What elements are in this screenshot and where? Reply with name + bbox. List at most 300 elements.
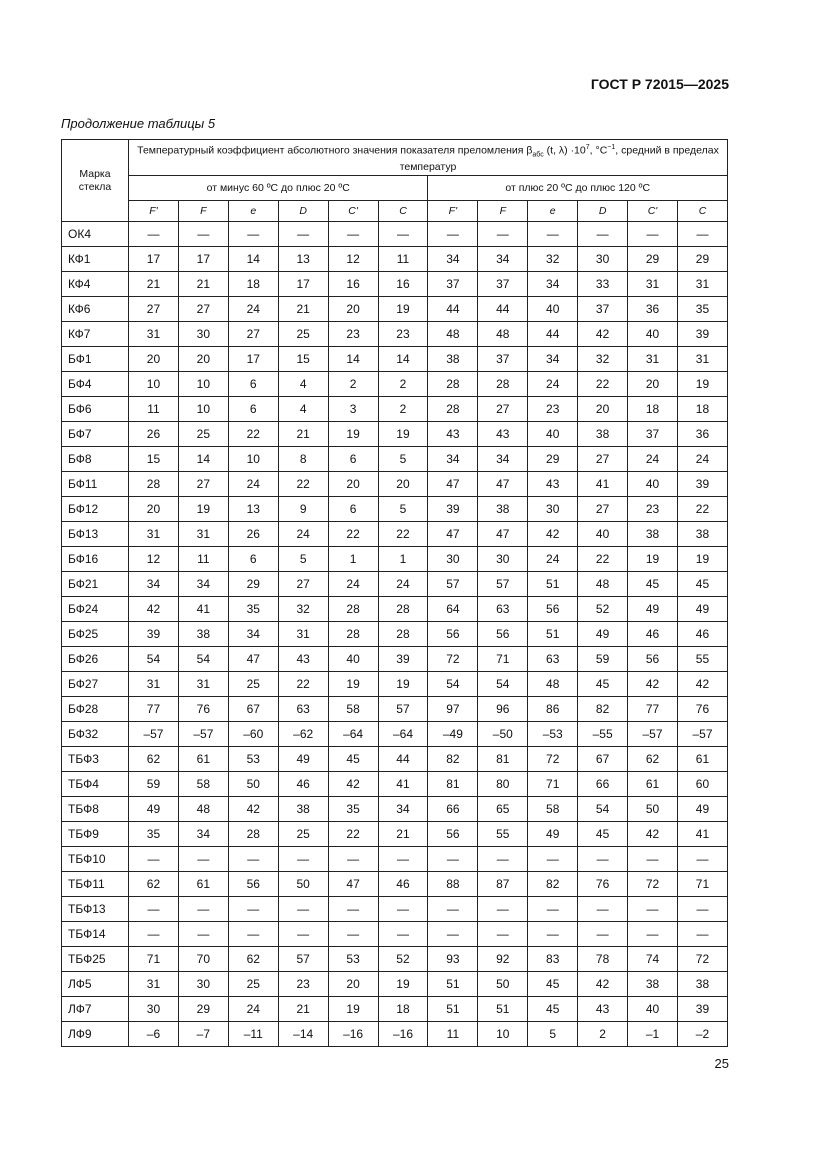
coefficient-value: 21 (278, 997, 328, 1022)
coefficient-value: 30 (129, 997, 179, 1022)
glass-mark: БФ24 (62, 597, 129, 622)
coefficient-value: 59 (578, 647, 628, 672)
coefficient-value: — (228, 897, 278, 922)
coefficient-value: 21 (378, 822, 428, 847)
coefficient-value: 50 (628, 797, 678, 822)
coefficient-value: 24 (328, 572, 378, 597)
coefficient-value: 20 (178, 347, 228, 372)
coefficient-value: 82 (528, 872, 578, 897)
coefficient-value: 27 (228, 322, 278, 347)
coefficient-value: 45 (677, 572, 727, 597)
coefficient-value: 59 (129, 772, 179, 797)
glass-mark: БФ1 (62, 347, 129, 372)
coefficient-value: 17 (178, 247, 228, 272)
coefficient-value: — (578, 897, 628, 922)
coefficient-value: 14 (178, 447, 228, 472)
standard-number: ГОСТ Р 72015—2025 (590, 76, 729, 92)
coefficient-value: –55 (578, 722, 628, 747)
coefficient-value: 34 (129, 572, 179, 597)
coefficient-value: 27 (178, 297, 228, 322)
coefficient-value: 28 (228, 822, 278, 847)
refraction-coefficient-table (61, 139, 728, 1047)
coefficient-value: 30 (478, 547, 528, 572)
table-row (62, 672, 728, 697)
coefficient-value: 42 (328, 772, 378, 797)
coefficient-value: 77 (628, 697, 678, 722)
coefficient-value: 35 (228, 597, 278, 622)
coefficient-value: 88 (428, 872, 478, 897)
coefficient-value: 56 (428, 622, 478, 647)
coefficient-value: 30 (578, 247, 628, 272)
coefficient-value: 42 (628, 672, 678, 697)
coefficient-value: — (628, 222, 678, 247)
coefficient-value: 33 (578, 272, 628, 297)
coefficient-value: 13 (278, 247, 328, 272)
coefficient-value: 46 (628, 622, 678, 647)
glass-mark: ТБФ10 (62, 847, 129, 872)
coefficient-value: 51 (528, 572, 578, 597)
high-temperature-range-header: от плюс 20 ºС до плюс 120 ºС (428, 176, 728, 201)
coefficient-value: 16 (328, 272, 378, 297)
glass-mark: БФ27 (62, 672, 129, 697)
coefficient-value: 54 (129, 647, 179, 672)
coefficient-value: 24 (628, 447, 678, 472)
table-row (62, 647, 728, 672)
table-row (62, 822, 728, 847)
coefficient-value: 20 (129, 497, 179, 522)
coefficient-value: 37 (628, 422, 678, 447)
table-row (62, 597, 728, 622)
coefficient-value: 96 (478, 697, 528, 722)
coefficient-value: 38 (428, 347, 478, 372)
coefficient-value: 66 (578, 772, 628, 797)
coefficient-value: 42 (578, 972, 628, 997)
coefficient-value: 72 (428, 647, 478, 672)
coefficient-value: 76 (178, 697, 228, 722)
coefficient-value: 55 (677, 647, 727, 672)
coefficient-value: 2 (378, 372, 428, 397)
coefficient-value: 19 (677, 547, 727, 572)
coefficient-value: 50 (478, 972, 528, 997)
coefficient-value: 23 (528, 397, 578, 422)
coefficient-value: — (129, 897, 179, 922)
coefficient-value: 31 (628, 347, 678, 372)
coefficient-value: — (578, 922, 628, 947)
glass-mark: БФ13 (62, 522, 129, 547)
coefficient-value: 31 (178, 522, 228, 547)
coefficient-value: — (428, 897, 478, 922)
coefficient-value: 20 (578, 397, 628, 422)
coefficient-value: 31 (178, 672, 228, 697)
coefficient-value: 41 (578, 472, 628, 497)
wavelength-header: F (178, 201, 228, 222)
coefficient-value: 21 (278, 297, 328, 322)
coefficient-value: 45 (628, 572, 678, 597)
table-row (62, 622, 728, 647)
coefficient-value: –14 (278, 1022, 328, 1047)
coefficient-value: 45 (528, 997, 578, 1022)
coefficient-value: 42 (677, 672, 727, 697)
coefficient-value: 57 (428, 572, 478, 597)
coefficient-value: 17 (129, 247, 179, 272)
coefficient-value: 46 (378, 872, 428, 897)
coefficient-value: 28 (478, 372, 528, 397)
coefficient-value: 19 (328, 422, 378, 447)
coefficient-value: 54 (178, 647, 228, 672)
table-row (62, 922, 728, 947)
table-row (62, 722, 728, 747)
glass-mark: БФ21 (62, 572, 129, 597)
coefficient-value: 42 (628, 822, 678, 847)
coefficient-value: 27 (478, 397, 528, 422)
coefficient-value: 38 (578, 422, 628, 447)
coefficient-value: –57 (178, 722, 228, 747)
coefficient-value: 5 (378, 447, 428, 472)
coefficient-value: — (428, 847, 478, 872)
wavelength-header: F (478, 201, 528, 222)
coefficient-value: 47 (328, 872, 378, 897)
coefficient-value: 10 (228, 447, 278, 472)
coefficient-value: 52 (578, 597, 628, 622)
coefficient-value: 9 (278, 497, 328, 522)
wavelength-header: C (378, 201, 428, 222)
coefficient-value: 56 (478, 622, 528, 647)
coefficient-value: 19 (677, 372, 727, 397)
coefficient-value: 76 (578, 872, 628, 897)
coefficient-value: 61 (178, 747, 228, 772)
coefficient-value: 19 (378, 972, 428, 997)
coefficient-value: — (378, 922, 428, 947)
coefficient-header: Температурный коэффициент абсолютного значения показателя преломления $\beta_{абс}$ (t, $\lambda) \cdot 10^7$, $^\circ С^{-1}$, средний в пределах температур (129, 140, 728, 176)
coefficient-value: — (178, 847, 228, 872)
coefficient-value: — (328, 847, 378, 872)
coefficient-value: 34 (528, 347, 578, 372)
coefficient-value: 19 (628, 547, 678, 572)
glass-mark: КФ4 (62, 272, 129, 297)
table-row (62, 972, 728, 997)
coefficient-value: 4 (278, 372, 328, 397)
coefficient-value: 15 (129, 447, 179, 472)
coefficient-value: 49 (129, 797, 179, 822)
coefficient-value: 76 (677, 697, 727, 722)
coefficient-value: — (528, 922, 578, 947)
coefficient-value: –57 (129, 722, 179, 747)
coefficient-value: 71 (528, 772, 578, 797)
coefficient-value: 39 (129, 622, 179, 647)
coefficient-value: 34 (228, 622, 278, 647)
coefficient-value: 25 (228, 972, 278, 997)
coefficient-value: 22 (278, 472, 328, 497)
coefficient-value: 38 (628, 522, 678, 547)
coefficient-value: — (428, 222, 478, 247)
coefficient-value: 31 (129, 672, 179, 697)
coefficient-value: 29 (178, 997, 228, 1022)
coefficient-value: 19 (378, 672, 428, 697)
table-row (62, 572, 728, 597)
coefficient-value: –7 (178, 1022, 228, 1047)
coefficient-value: 13 (228, 497, 278, 522)
coefficient-value: 42 (578, 322, 628, 347)
coefficient-value: 15 (278, 347, 328, 372)
table-row (62, 222, 728, 247)
coefficient-value: 37 (478, 272, 528, 297)
coefficient-value: 20 (328, 972, 378, 997)
coefficient-value: 28 (428, 397, 478, 422)
coefficient-value: 49 (578, 622, 628, 647)
table-row (62, 747, 728, 772)
coefficient-value: 26 (228, 522, 278, 547)
coefficient-value: 34 (178, 572, 228, 597)
coefficient-value: –62 (278, 722, 328, 747)
glass-mark: БФ6 (62, 397, 129, 422)
coefficient-value: –50 (478, 722, 528, 747)
coefficient-value: — (178, 897, 228, 922)
coefficient-value: 71 (478, 647, 528, 672)
coefficient-value: 44 (528, 322, 578, 347)
coefficient-value: 72 (528, 747, 578, 772)
coefficient-value: — (178, 922, 228, 947)
coefficient-value: — (129, 847, 179, 872)
coefficient-value: 56 (628, 647, 678, 672)
wavelength-header: e (228, 201, 278, 222)
coefficient-value: 36 (677, 422, 727, 447)
glass-mark: ТБФ8 (62, 797, 129, 822)
coefficient-value: 29 (228, 572, 278, 597)
coefficient-value: 31 (278, 622, 328, 647)
coefficient-value: 32 (578, 347, 628, 372)
coefficient-value: 24 (528, 372, 578, 397)
coefficient-value: –16 (328, 1022, 378, 1047)
wavelength-header: C' (628, 201, 678, 222)
coefficient-value: — (578, 222, 628, 247)
coefficient-value: 38 (278, 797, 328, 822)
coefficient-value: 40 (578, 522, 628, 547)
coefficient-value: 66 (428, 797, 478, 822)
coefficient-value: 23 (278, 972, 328, 997)
coefficient-value: 20 (129, 347, 179, 372)
coefficient-value: 22 (578, 372, 628, 397)
glass-mark: КФ1 (62, 247, 129, 272)
coefficient-value: 48 (428, 322, 478, 347)
coefficient-value: 19 (378, 297, 428, 322)
coefficient-value: 28 (378, 622, 428, 647)
coefficient-value: 71 (129, 947, 179, 972)
table-row (62, 872, 728, 897)
coefficient-value: 52 (378, 947, 428, 972)
glass-mark: ТБФ25 (62, 947, 129, 972)
coefficient-value: 53 (228, 747, 278, 772)
table-row (62, 422, 728, 447)
coefficient-value: 31 (628, 272, 678, 297)
coefficient-value: 30 (178, 322, 228, 347)
coefficient-value: 40 (328, 647, 378, 672)
coefficient-value: 27 (578, 447, 628, 472)
coefficient-value: 39 (677, 472, 727, 497)
coefficient-value: 25 (278, 822, 328, 847)
coefficient-value: 17 (228, 347, 278, 372)
coefficient-value: 31 (677, 272, 727, 297)
coefficient-value: 20 (328, 472, 378, 497)
coefficient-value: 22 (328, 822, 378, 847)
coefficient-value: 82 (428, 747, 478, 772)
coefficient-value: 2 (328, 372, 378, 397)
coefficient-value: 44 (478, 297, 528, 322)
coefficient-value: 19 (328, 672, 378, 697)
coefficient-value: 14 (328, 347, 378, 372)
coefficient-value: 27 (578, 497, 628, 522)
table-row (62, 797, 728, 822)
table-row (62, 397, 728, 422)
coefficient-value: 62 (228, 947, 278, 972)
coefficient-value: 40 (628, 997, 678, 1022)
coefficient-value: — (677, 922, 727, 947)
coefficient-value: — (528, 222, 578, 247)
coefficient-value: 21 (178, 272, 228, 297)
coefficient-value: — (328, 222, 378, 247)
coefficient-value: 56 (528, 597, 578, 622)
coefficient-value: 34 (428, 247, 478, 272)
coefficient-value: 28 (328, 597, 378, 622)
coefficient-value: 37 (578, 297, 628, 322)
coefficient-value: 93 (428, 947, 478, 972)
coefficient-value: 63 (478, 597, 528, 622)
coefficient-value: 61 (178, 872, 228, 897)
coefficient-value: 45 (578, 672, 628, 697)
glass-mark: ЛФ7 (62, 997, 129, 1022)
coefficient-value: 57 (378, 697, 428, 722)
coefficient-value: 30 (178, 972, 228, 997)
coefficient-value: 49 (677, 597, 727, 622)
coefficient-value: 54 (578, 797, 628, 822)
coefficient-value: 31 (677, 347, 727, 372)
coefficient-value: 62 (129, 872, 179, 897)
coefficient-value: — (278, 897, 328, 922)
low-temperature-range-header: от минус 60 ºС до плюс 20 ºС (129, 176, 428, 201)
glass-mark: ТБФ9 (62, 822, 129, 847)
coefficient-value: 28 (328, 622, 378, 647)
coefficient-value: — (278, 222, 328, 247)
coefficient-value: 47 (478, 522, 528, 547)
coefficient-value: 38 (628, 972, 678, 997)
coefficient-value: 26 (129, 422, 179, 447)
coefficient-value: — (428, 922, 478, 947)
coefficient-value: 22 (278, 672, 328, 697)
coefficient-value: 78 (578, 947, 628, 972)
table-row (62, 547, 728, 572)
coefficient-value: 39 (677, 997, 727, 1022)
coefficient-value: 1 (328, 547, 378, 572)
coefficient-value: 22 (578, 547, 628, 572)
coefficient-value: — (378, 222, 428, 247)
coefficient-value: 2 (578, 1022, 628, 1047)
wavelength-header: D (278, 201, 328, 222)
coefficient-value: — (129, 922, 179, 947)
coefficient-value: 23 (328, 322, 378, 347)
coefficient-value: 35 (677, 297, 727, 322)
table-row (62, 472, 728, 497)
coefficient-value: 17 (278, 272, 328, 297)
coefficient-value: 34 (528, 272, 578, 297)
coefficient-value: 5 (378, 497, 428, 522)
coefficient-value: — (478, 847, 528, 872)
coefficient-value: — (578, 847, 628, 872)
coefficient-value: 25 (178, 422, 228, 447)
coefficient-value: 42 (528, 522, 578, 547)
coefficient-value: –1 (628, 1022, 678, 1047)
coefficient-value: 39 (378, 647, 428, 672)
table-continuation-caption: Продолжение таблицы 5 (61, 116, 216, 131)
wavelength-header: F' (428, 201, 478, 222)
coefficient-value: 41 (378, 772, 428, 797)
coefficient-value: 44 (378, 747, 428, 772)
coefficient-value: 87 (478, 872, 528, 897)
coefficient-value: 11 (378, 247, 428, 272)
table-row (62, 947, 728, 972)
coefficient-value: 18 (378, 997, 428, 1022)
coefficient-value: 21 (129, 272, 179, 297)
coefficient-value: — (378, 897, 428, 922)
table-row (62, 697, 728, 722)
coefficient-value: 58 (178, 772, 228, 797)
coefficient-value: 29 (677, 247, 727, 272)
coefficient-value: 54 (478, 672, 528, 697)
coefficient-value: 20 (328, 297, 378, 322)
coefficient-value: 39 (677, 322, 727, 347)
coefficient-value: 18 (228, 272, 278, 297)
coefficient-value: 18 (677, 397, 727, 422)
coefficient-value: 6 (328, 497, 378, 522)
coefficient-value: — (478, 897, 528, 922)
coefficient-value: 62 (129, 747, 179, 772)
glass-mark: ТБФ14 (62, 922, 129, 947)
page-number: 25 (714, 1056, 729, 1071)
coefficient-value: 27 (178, 472, 228, 497)
coefficient-value: 55 (478, 822, 528, 847)
table-row (62, 1022, 728, 1047)
table-row (62, 372, 728, 397)
coefficient-value: — (328, 897, 378, 922)
coefficient-value: 51 (428, 972, 478, 997)
coefficient-value: 11 (129, 397, 179, 422)
coefficient-value: 72 (677, 947, 727, 972)
coefficient-value: 67 (228, 697, 278, 722)
coefficient-value: 35 (129, 822, 179, 847)
coefficient-value: 46 (677, 622, 727, 647)
coefficient-value: 81 (478, 747, 528, 772)
coefficient-value: 34 (178, 822, 228, 847)
coefficient-value: 30 (428, 547, 478, 572)
glass-mark: БФ32 (62, 722, 129, 747)
coefficient-value: 24 (677, 447, 727, 472)
coefficient-value: 14 (378, 347, 428, 372)
coefficient-value: 47 (428, 472, 478, 497)
coefficient-value: 82 (578, 697, 628, 722)
coefficient-value: 34 (478, 247, 528, 272)
coefficient-value: 19 (328, 997, 378, 1022)
coefficient-value: 14 (228, 247, 278, 272)
glass-mark: ТБФ13 (62, 897, 129, 922)
coefficient-value: 12 (328, 247, 378, 272)
coefficient-value: 30 (528, 497, 578, 522)
coefficient-value: 24 (228, 472, 278, 497)
table-row (62, 297, 728, 322)
coefficient-value: –2 (677, 1022, 727, 1047)
coefficient-value: 35 (328, 797, 378, 822)
coefficient-value: –11 (228, 1022, 278, 1047)
coefficient-value: –64 (328, 722, 378, 747)
coefficient-value: — (228, 222, 278, 247)
coefficient-value: 11 (178, 547, 228, 572)
